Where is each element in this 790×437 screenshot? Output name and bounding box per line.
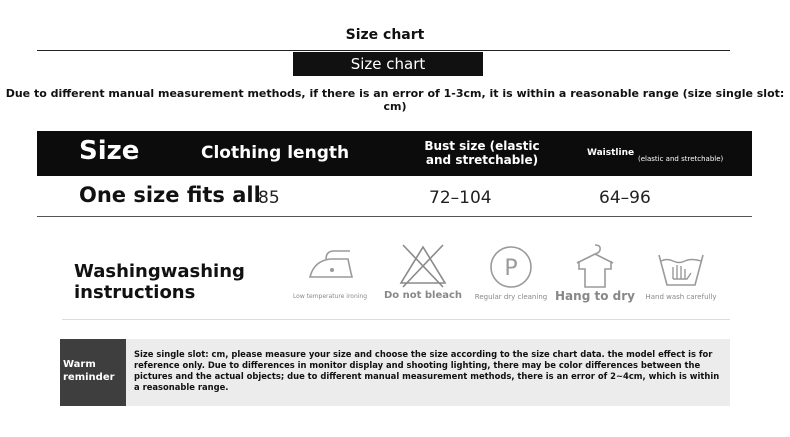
measurement-note: Due to different manual measurement methods, if there is an error of 1-3cm, it is within a reasonable range (size single slot: cm): [5, 87, 785, 113]
reminder-tag-label: Warm reminder: [63, 359, 115, 383]
wash-label-hang-dry: Hang to dry: [555, 289, 635, 303]
iron-icon: [300, 239, 360, 287]
title-divider: [37, 50, 730, 51]
washing-title: Washingwashing instructions: [74, 261, 245, 303]
wash-item-bleach: [378, 233, 468, 313]
column-header-waist-note: (elastic and stretchable): [638, 155, 724, 163]
wash-item-iron: [285, 233, 375, 313]
wash-label-dry-clean: Regular dry cleaning: [474, 293, 548, 301]
reminder-tag: [60, 339, 126, 406]
washing-instructions: [60, 233, 730, 318]
wash-label-hand-wash: Hand wash carefully: [645, 293, 717, 301]
svg-text:P: P: [504, 256, 518, 281]
column-header-waist: Waistline: [587, 148, 635, 158]
table-row: [37, 176, 752, 217]
wash-item-hang-dry: [550, 233, 640, 313]
cell-size: One size fits all: [79, 183, 261, 207]
washing-divider: [62, 319, 730, 320]
no-bleach-icon: [393, 239, 453, 289]
warm-reminder: [60, 339, 730, 406]
wash-item-hand-wash: [636, 233, 726, 313]
dry-clean-icon: [481, 239, 541, 289]
cell-waist: 64–96: [599, 188, 651, 208]
hand-wash-icon: [651, 239, 711, 289]
column-header-size: Size: [79, 136, 140, 166]
size-table-header: [37, 131, 752, 176]
column-header-bust: Bust size (elastic and stretchable): [424, 139, 540, 167]
column-header-length: Clothing length: [201, 143, 350, 163]
size-table: [37, 131, 752, 217]
cell-length: 85: [258, 188, 280, 208]
page-title: Size chart: [345, 27, 425, 43]
reminder-text: Size single slot: cm, please measure your size and choose the size according to the size chart data. the model effect is for reference only. Due to differences in monitor display and shooting lighting, there may be color differences between the pictures and the actual objects; due to different manual measurement methods, there is an error of 2~4cm, which is within a reasonable range.: [134, 349, 720, 392]
hang-dry-icon: [565, 239, 625, 289]
wash-item-dry-clean: [466, 233, 556, 313]
wash-label-bleach: Do not bleach: [383, 290, 463, 301]
size-chart-badge: Size chart: [293, 52, 483, 76]
cell-bust: 72–104: [429, 188, 492, 208]
wash-label-iron: Low temperature ironing: [292, 293, 368, 300]
